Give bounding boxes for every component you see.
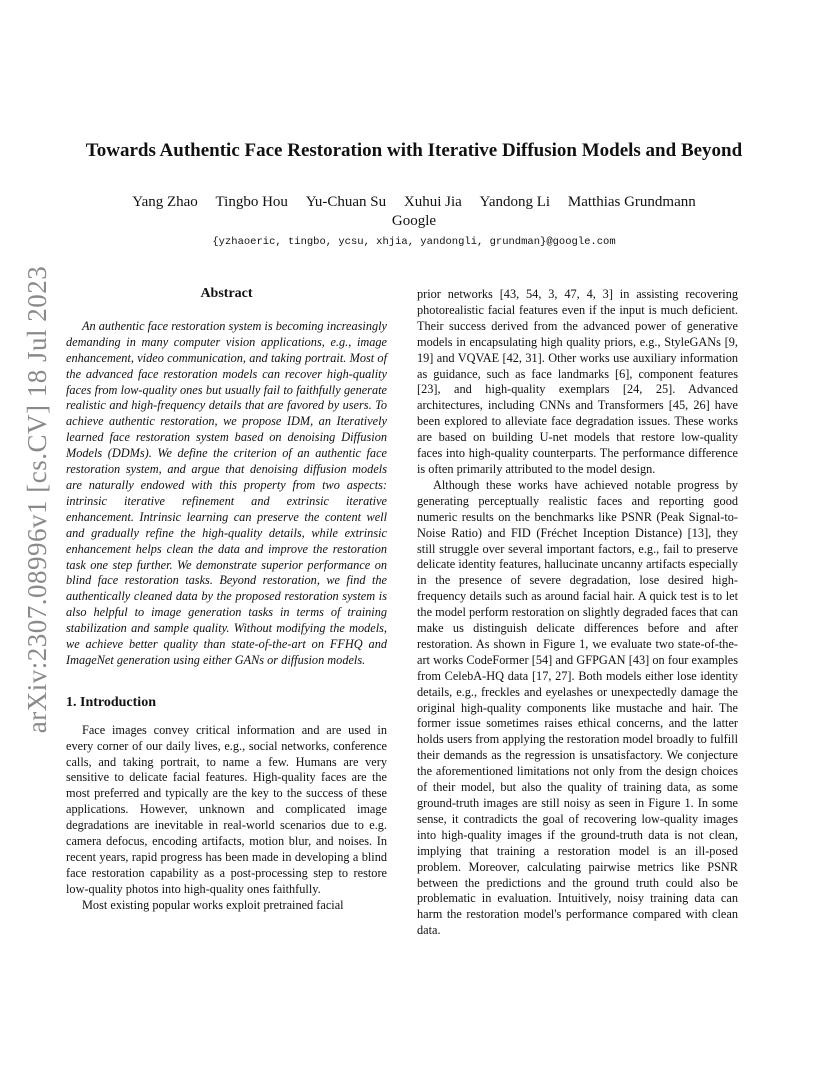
abstract-text: An authentic face restoration system is becoming increasingly demanding in many computer vision applications, e.g., image enhancement, video communication, and taking portrait. Most of the advanced face restoration models can recover high-quality faces from low-quality ones but usually fail to faithfully generate realistic and high-frequency details that are favored by users. To achieve authentic restoration, we propose IDM, an Iteratively learned face restoration system based on denoising Diffusion Models (DDMs). We define the criterion of an authentic face restoration system, and argue that denoising diffusion models are naturally endowed with this property from two aspects: intrinsic iterative refinement and extrinsic iterative enhancement. Intrinsic learning can preserve the content well and gradually refine the high-quality details, while extrinsic enhancement helps clean the data and improve the restoration task one step further. We demonstrate superior performance on blind face restoration tasks. Beyond restoration, we find the authentically cleaned data by the proposed restoration system is also helpful to image generation tasks in terms of training stabilization and sample quality. Without modifying the models, we achieve better quality than state-of-the-art on FFHQ and ImageNet generation using either GANs or diffusion models. bbox=[66, 318, 387, 667]
section-heading-introduction: 1. Introduction bbox=[66, 694, 156, 710]
paper-title: Towards Authentic Face Restoration with Iterative Diffusion Models and Beyond bbox=[85, 140, 743, 161]
intro-paragraph-2: Most existing popular works exploit pretrained facial bbox=[82, 897, 344, 912]
body-paragraph-1: prior networks [43, 54, 3, 47, 4, 3] in assisting recovering photorealistic facial features even if the input is much deficient. Their success derived from the advanced power of generative models in encapsulating high quality priors, e.g., StyleGANs [9, 19] and VQVAE [42, 31]. Other works use auxiliary information as guidance, such as face landmarks [6], component features [23], and high-quality exemplars [24, 25]. Advanced architectures, including CNNs and Transformers [45, 26] have been explored to alleviate face degradation issues. These works are based on building U-net models that restore low-quality faces into high-quality counterparts. The performance difference is often primarily attributed to the model design. bbox=[417, 287, 738, 476]
author-name: Tingbo Hou bbox=[215, 194, 288, 210]
author-name: Matthias Grundmann bbox=[567, 194, 696, 210]
author-name: Yu-Chuan Su bbox=[305, 194, 387, 210]
body-paragraph-2: Although these works have achieved notable progress by generating perceptually realistic faces and reporting good numeric results on the benchmarks like PSNR (Peak Signal-to-Noise Ratio) and FID (Fréchet Inception Distance) [13], they still struggle over several important factors, e.g., fail to preserve delicate identity features, hallucinate uncanny artifacts especially in the presence of severe degradation, lose desired high-frequency details such as around facial hair. A quick test is to let the model perform restoration on slightly degraded faces that can make us distinguish delicate differences before and after restoration. As shown in Figure 1, we evaluate two state-of-the-art works CodeFormer [54] and GFPGAN [43] on four examples from CelebA-HQ data [17, 27]. Both models either lose identity details, e.g., freckles and eyelashes or unexpectedly damage the original high-quality components like mustache and hair. The former issue sometimes raises ethical concerns, and the latter holds users from applying the restoration model broadly to fulfill their demands as the regression is unsatisfactory. We conjecture the aforementioned limitations not only from the design choices of their model, but also the quality of training data, as some ground-truth images are still noisy as seen in Figure 1. In some sense, it contradicts the goal of recovering low-quality images into high-quality images if the ground-truth data is not clean, implying that training a restoration model is an ill-posed problem. Moreover, calculating pairwise metrics like PSNR between the predictions and the ground truth could also be problematic in evaluation. Intuitively, noisy training data can harm the restoration model's performance compared with clean data. bbox=[417, 477, 738, 938]
affiliation: Google bbox=[391, 213, 437, 229]
arxiv-id-text: arXiv:2307.08996v1 [cs.CV] 18 Jul 2023 bbox=[22, 265, 53, 733]
intro-paragraph-1: Face images convey critical information and are used in every corner of our daily lives, e.g., social networks, conference calls, and taking portrait, to name a few. Humans are very sensitive to delicate facial features. High-quality faces are the most preferred and typically are the key to the success of these applications. However, unknown and complicated image degradations are inevitable in real-world scenarios due to e.g. camera defocus, encoding artifacts, motion blur, and noises. In recent years, rapid progress has been made in developing a blind face restoration capability as a post-processing step to restore low-quality photos into high-quality ones faithfully. bbox=[66, 722, 387, 896]
arxiv-identifier-stamp bbox=[18, 265, 58, 733]
abstract-heading: Abstract bbox=[200, 286, 253, 301]
author-emails: {yzhaoeric, tingbo, ycsu, xhjia, yandongli, grundman}@google.com bbox=[212, 236, 616, 248]
left-column bbox=[66, 286, 387, 914]
author-list bbox=[0, 194, 828, 211]
author-name: Xuhui Jia bbox=[403, 194, 462, 210]
author-name: Yang Zhao bbox=[132, 194, 198, 210]
author-name: Yandong Li bbox=[479, 194, 551, 210]
right-column bbox=[417, 287, 738, 939]
